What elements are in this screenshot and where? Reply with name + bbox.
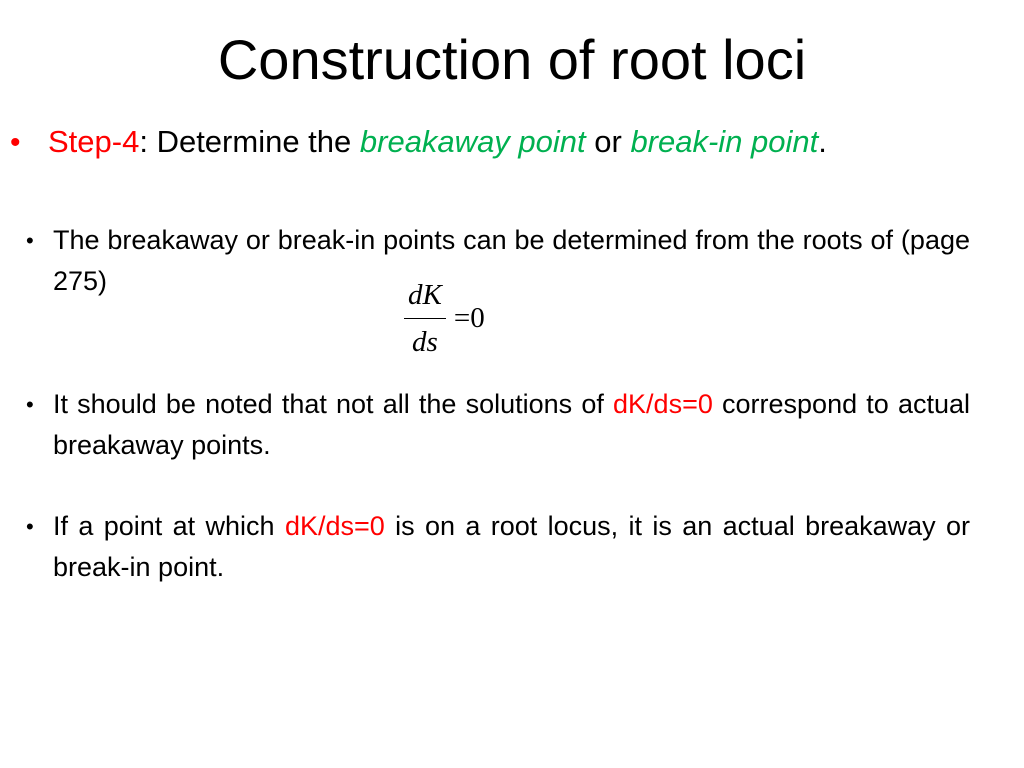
slide-title: Construction of root loci <box>217 28 807 91</box>
step-heading <box>10 122 1010 163</box>
bullet-icon: • <box>26 392 34 417</box>
equation-fraction <box>404 278 446 359</box>
bullet-highlight: dK/ds=0 <box>284 511 385 541</box>
bullet-text-after: is on a root locus, it is an actual breakaway or break-in point. <box>53 511 971 582</box>
step-bullet-icon: • <box>10 126 21 159</box>
bullet-highlight: dK/ds=0 <box>613 389 713 419</box>
bullet-text <box>53 384 970 466</box>
step-text-1: : Determine the <box>139 124 360 159</box>
bullet-item-solutions <box>26 384 970 466</box>
bullet-text: The breakaway or break-in points can be determined from the roots of (page 275) <box>53 225 970 296</box>
equation-rhs: =0 <box>453 302 485 334</box>
step-text-3: . <box>818 124 827 159</box>
step-term-break-in: break-in point <box>630 124 819 159</box>
bullet-icon: • <box>26 228 34 253</box>
equation-dk-ds <box>404 278 485 359</box>
bullet-text-before: It should be noted that not all the solutions of <box>53 389 614 419</box>
equation-denominator: ds <box>412 326 438 358</box>
step-term-breakaway: breakaway point <box>359 124 586 159</box>
bullet-text <box>53 506 970 588</box>
step-text-2: or <box>585 124 631 159</box>
bullet-text-after: correspond to actual breakaway points. <box>53 389 971 460</box>
bullet-icon: • <box>26 514 34 539</box>
bullet-item-roots <box>26 220 970 302</box>
bullet-item-root-locus <box>26 506 970 588</box>
equation-numerator: dK <box>404 278 446 319</box>
step-label: Step-4 <box>48 124 140 159</box>
bullet-text-before: If a point at which <box>53 511 285 541</box>
